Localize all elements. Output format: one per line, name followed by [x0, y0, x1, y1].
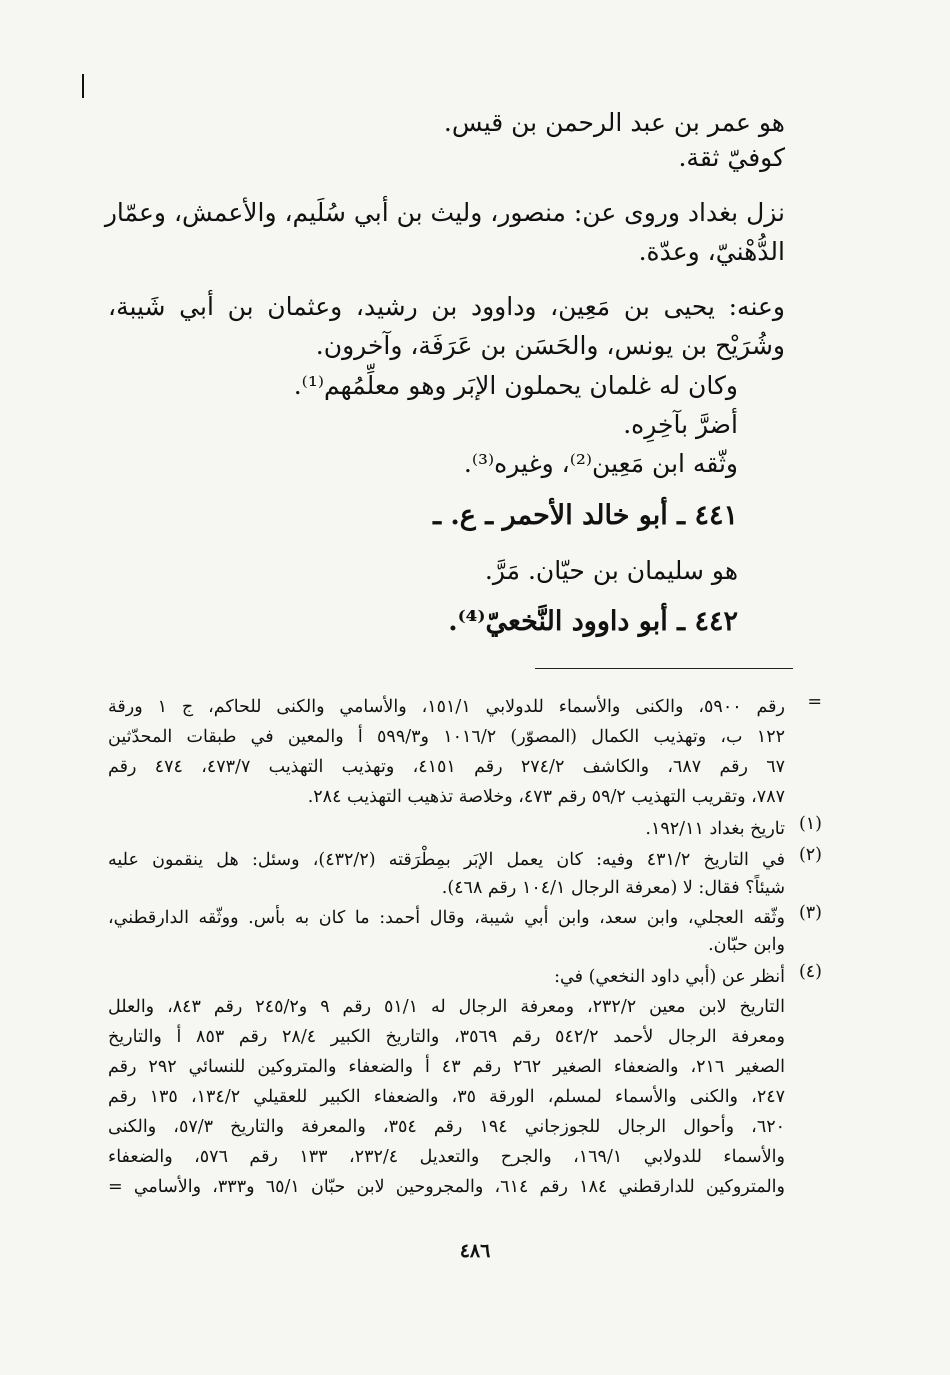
body-line: أضرَّ بآخِرِه. [623, 410, 738, 439]
footnote-line: والأسماء للدولابي ١٦٩/١، والجرح والتعديل ٢٣٢/٤، ١٣٣ رقم ٥٧٦، والضعفاء [108, 1147, 785, 1167]
footnote-line: رقم ٥٩٠٠، والكنى والأسماء للدولابي ١٥١/١، والأسامي والكنى للحاكم، ج ١ ورقة [108, 697, 785, 717]
continuation-mark: = [807, 692, 822, 712]
footnote-line: تاريخ بغداد ١٩٢/١١. [645, 819, 785, 839]
body-line: وكان له غلمان يحملون الإبَر وهو معلِّمُهم⁽¹⁾. [293, 371, 738, 400]
footnote-line: التاريخ لابن معين ٢٣٢/٢، ومعرفة الرجال له ٥١/١ رقم ٩ و٢٤٥/٢ رقم ٨٤٣، والعلل [108, 997, 785, 1017]
footnote-separator [535, 668, 793, 669]
footnote-number: (١) [798, 814, 822, 834]
body-line: وشُرَيْح بن يونس، والحَسَن بن عَرَفَة، وآخرون. [315, 331, 785, 360]
footnote-line: ١٢٢ ب، وتهذيب الكمال (المصوّر) ١٠١٦/٢ و٥٩٩/٣ أ والمعين في طبقات المحدّثين [108, 727, 785, 747]
footnote-line: والمتروكين للدارقطني ١٨٤ رقم ٦١٤، والمجروحين لابن حبّان ٦٥/١ و٣٣٣، والأسامي = [108, 1177, 785, 1197]
footnote-line: وثّقه العجلي، وابن سعد، وابن أبي شيبة، وقال أحمد: ما كان به بأس. ووثّقه الدارقطني، [108, 908, 785, 928]
footnote-line: ومعرفة الرجال لأحمد ٥٤٢/٢ رقم ٣٥٦٩، والتاريخ الكبير ٢٨/٤ رقم ٨٥٣ أ والتاريخ [108, 1027, 785, 1047]
footnote-line: شيئاً؟ فقال: لا (معرفة الرجال ١٠٤/١ رقم ٤٦٨). [441, 878, 785, 898]
footnote-line: ٦٢٠، وأحوال الرجال للجوزجاني ١٩٤ رقم ٣٥٤، والمعرفة والتاريخ ٥٧/٣، والكنى [108, 1117, 786, 1137]
body-line: وثّقه ابن مَعِين⁽²⁾، وغيره⁽³⁾. [463, 449, 738, 478]
body-line: وعنه: يحيى بن مَعِين، وداوود بن رشيد، وعثمان بن أبي شَيبة، [108, 292, 785, 321]
footnote-line: ٧٨٧، وتقريب التهذيب ٥٩/٢ رقم ٤٧٣، وخلاصة تذهيب التهذيب ٢٨٤. [307, 787, 785, 807]
body-line: كوفيّ ثقة. [678, 143, 785, 172]
entry-heading-441: ٤٤١ ـ أبو خالد الأحمر ـ ع. ـ [433, 500, 738, 531]
footnote-line: وابن حبّان. [708, 935, 785, 955]
footnote-line: ٢٤٧، والكنى والأسماء لمسلم، الورقة ٣٥، والضعفاء الكبير للعقيلي ١٣٤/٢، ١٣٥ رقم [108, 1087, 786, 1107]
margin-mark [82, 74, 84, 98]
body-line: نزل بغداد وروى عن: منصور، وليث بن أبي سُلَيم، والأعمش، وعمّار [104, 198, 785, 227]
page-number: ٤٨٦ [459, 1240, 491, 1262]
body-line: هو سليمان بن حيّان. مَرَّ. [484, 556, 738, 585]
body-line: هو عمر بن عبد الرحمن بن قيس. [443, 108, 785, 137]
footnote-line: أنظر عن (أبي داود النخعي) في: [554, 967, 785, 987]
footnote-number: (٤) [798, 962, 822, 982]
footnote-number: (٢) [798, 845, 822, 865]
body-line: الدُّهْنيّ، وعدّة. [638, 237, 785, 266]
footnote-line: ٦٧ رقم ٦٨٧، والكاشف ٢٧٤/٢ رقم ٤١٥١، وتهذيب التهذيب ٤٧٣/٧، ٤٧٤ رقم [108, 757, 785, 777]
entry-heading-442: ٤٤٢ ـ أبو داوود النَّخعيّ⁽⁴⁾. [448, 606, 738, 637]
footnote-number: (٣) [798, 903, 822, 923]
footnote-line: في التاريخ ٤٣١/٢ وفيه: كان يعمل الإبَر بمِطْرَقته (٤٣٢/٢)، وسئل: هل ينقمون عليه [108, 850, 785, 870]
footnote-line: الصغير ٢١٦، والضعفاء الصغير ٢٦٢ رقم ٤٣ أ والضعفاء والمتروكين للنسائي ٢٩٢ رقم [108, 1057, 786, 1077]
